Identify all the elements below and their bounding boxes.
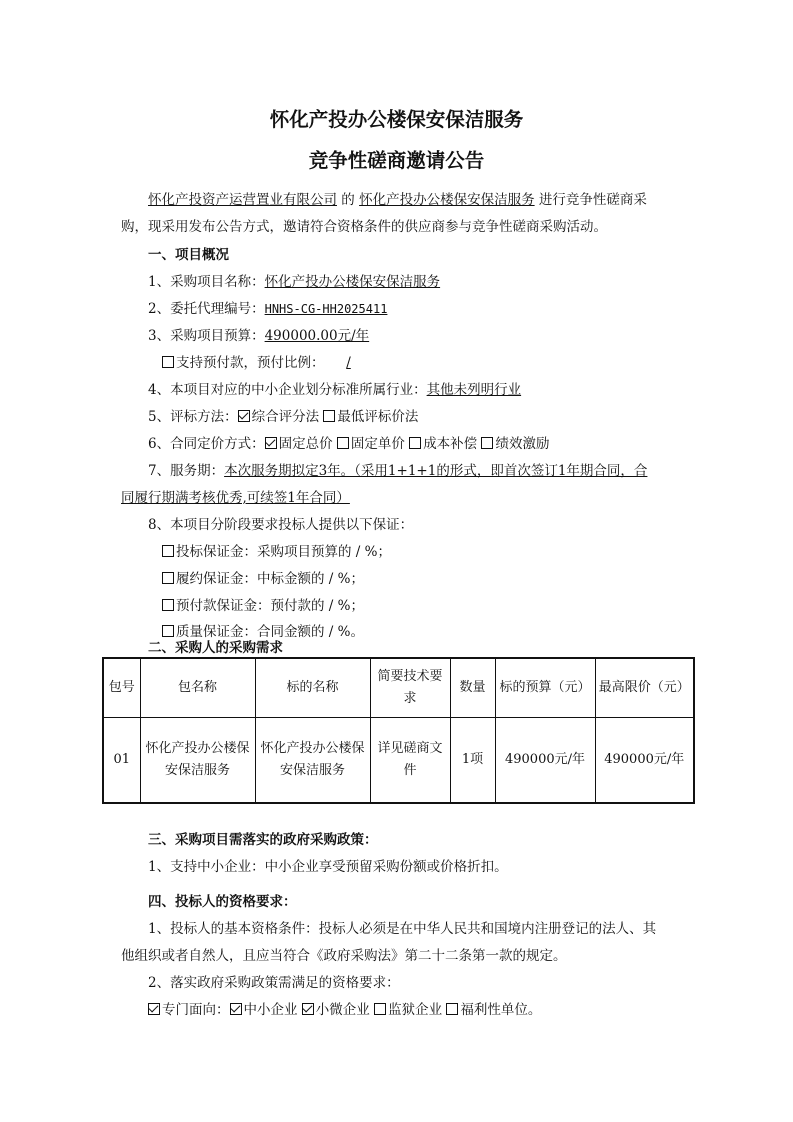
eval-lowest-price-checkbox[interactable] bbox=[323, 410, 335, 422]
header-subject-name: 标的名称 bbox=[255, 658, 370, 718]
page-title: 怀化产投办公楼保安保洁服务 bbox=[269, 108, 524, 131]
cost-compensation-checkbox[interactable] bbox=[409, 437, 421, 449]
target-group-row: 专门面向： 中小企业 小微企业 监狱企业 福利性单位。 bbox=[148, 998, 541, 1018]
prepay-checkbox[interactable] bbox=[162, 356, 174, 368]
welfare-unit-checkbox[interactable] bbox=[446, 1003, 458, 1015]
basic-qualification-row: 1、投标人的基本资格条件：投标人必须是在中华人民共和国境内注册登记的法人、其 bbox=[148, 921, 657, 937]
header-tech-req: 简要技术要求 bbox=[370, 658, 450, 718]
performance-guarantee-row: 履约保证金：中标金额的 / %； bbox=[162, 567, 364, 587]
dedicated-checkbox[interactable] bbox=[148, 1003, 160, 1015]
policy-qualification-row: 2、落实政府采购政策需满足的资格要求： bbox=[148, 975, 400, 991]
project-name-row: 1、采购项目名称：怀化产投办公楼保安保洁服务 bbox=[148, 274, 441, 290]
budget-row: 3、采购项目预算：490000.00元/年 bbox=[148, 328, 370, 344]
pricing-method-row: 6、合同定价方式： 固定总价 固定单价 成本补偿 绩效激励 bbox=[148, 436, 550, 452]
bid-guarantee-row: 投标保证金：采购项目预算的 / %； bbox=[162, 540, 391, 560]
table-header-row bbox=[103, 658, 694, 718]
prepay-guarantee-row: 预付款保证金：预付款的 / %； bbox=[162, 594, 364, 614]
procurement-table bbox=[102, 657, 695, 804]
header-package-no: 包号 bbox=[103, 658, 140, 718]
basic-qualification-row-2: 他组织或者自然人，且应当符合《政府采购法》第二十二条第一款的规定。 bbox=[121, 948, 567, 964]
industry-row: 4、本项目对应的中小企业划分标准所属行业：其他未列明行业 bbox=[148, 382, 522, 398]
section2-heading: 二、采购人的采购需求 bbox=[148, 640, 283, 656]
header-quantity: 数量 bbox=[450, 658, 495, 718]
intro-line-2: 购，现采用发布公告方式，邀请符合资格条件的供应商参与竞争性磋商采购活动。 bbox=[121, 219, 607, 235]
header-budget: 标的预算（元） bbox=[495, 658, 595, 718]
page-subtitle: 竞争性磋商邀请公告 bbox=[308, 149, 485, 172]
eval-comprehensive-checkbox[interactable] bbox=[238, 410, 250, 422]
table-row: 01 怀化产投办公楼保安保洁服务 怀化产投办公楼保安保洁服务 详见磋商文件 1项 490000元/年 490000元/年 bbox=[103, 718, 694, 804]
quality-guarantee-row: 质量保证金：合同金额的 / %。 bbox=[162, 620, 364, 640]
section4-heading: 四、投标人的资格要求： bbox=[148, 894, 297, 910]
sme-support-row: 1、支持中小企业：中小企业享受预留采购份额或价格折扣。 bbox=[148, 859, 508, 875]
intro-line-1: 怀化产投资产运营置业有限公司 的 怀化产投办公楼保安保洁服务 进行竞争性磋商采 bbox=[148, 192, 647, 208]
header-max-price: 最高限价（元） bbox=[595, 658, 694, 718]
guarantee-intro: 8、本项目分阶段要求投标人提供以下保证： bbox=[148, 517, 414, 533]
agency-code-row: 2、委托代理编号：HNHS-CG-HH2025411 bbox=[148, 301, 388, 317]
prepay-row: 支持预付款，预付比例： / bbox=[162, 351, 373, 371]
section1-heading: 一、项目概况 bbox=[148, 247, 229, 263]
service-period-row: 7、服务期：本次服务期拟定3年。（采用1+1+1的形式，即首次签订1年期合同，合 bbox=[148, 463, 648, 479]
header-package-name: 包名称 bbox=[140, 658, 255, 718]
performance-incentive-checkbox[interactable] bbox=[481, 437, 493, 449]
intro-project-name: 怀化产投办公楼保安保洁服务 bbox=[359, 192, 535, 208]
fixed-total-checkbox[interactable] bbox=[265, 437, 277, 449]
purchaser-name: 怀化产投资产运营置业有限公司 bbox=[148, 192, 337, 208]
bid-guarantee-checkbox[interactable] bbox=[162, 545, 174, 557]
sme-checkbox[interactable] bbox=[230, 1003, 242, 1015]
performance-guarantee-checkbox[interactable] bbox=[162, 572, 174, 584]
small-micro-checkbox[interactable] bbox=[302, 1003, 314, 1015]
fixed-unit-checkbox[interactable] bbox=[337, 437, 349, 449]
section3-heading: 三、采购项目需落实的政府采购政策： bbox=[148, 832, 378, 848]
prison-enterprise-checkbox[interactable] bbox=[374, 1003, 386, 1015]
prepay-guarantee-checkbox[interactable] bbox=[162, 599, 174, 611]
evaluation-method-row: 5、评标方法： 综合评分法 最低评标价法 bbox=[148, 409, 419, 425]
service-period-row-2: 同履行期满考核优秀,可续签1年合同） bbox=[121, 490, 350, 506]
